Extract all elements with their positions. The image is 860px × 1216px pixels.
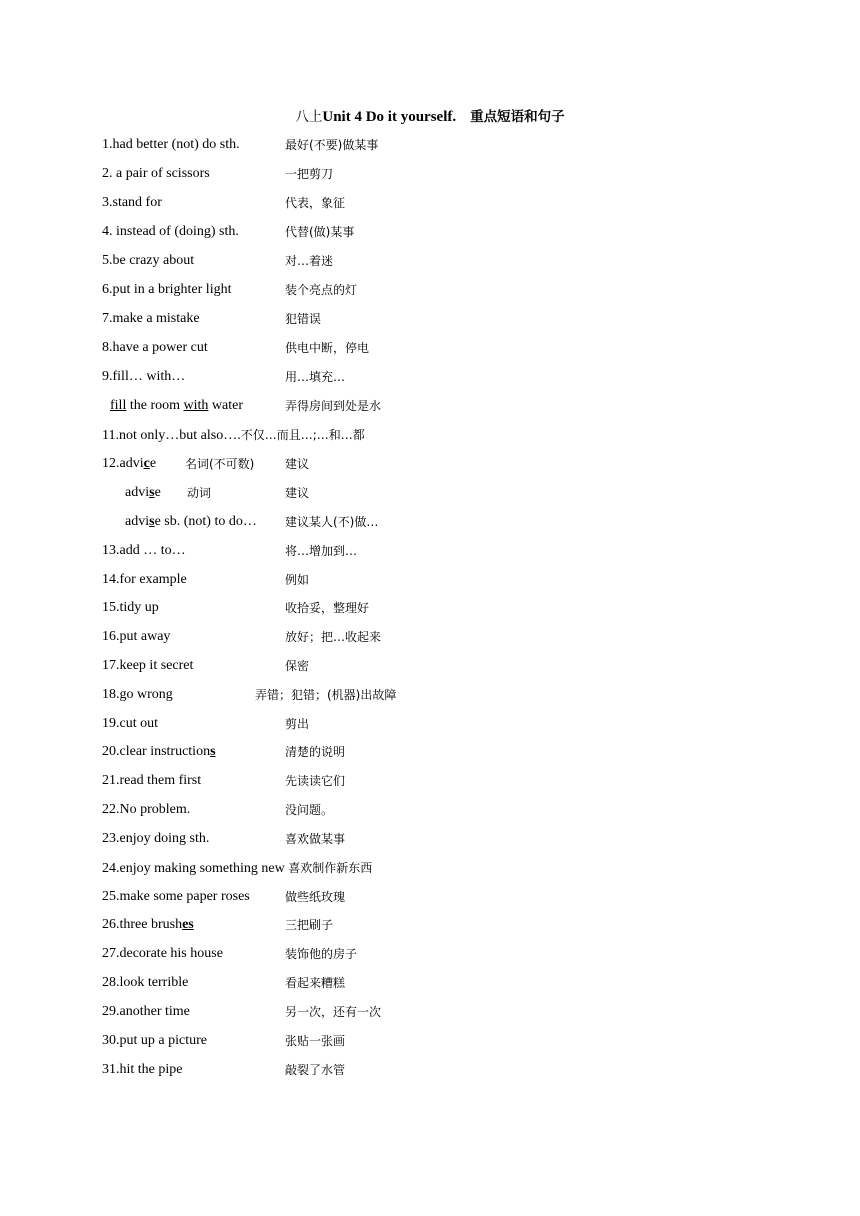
phrase-english: [102, 425, 365, 446]
phrase-chinese: 对…着迷: [285, 254, 334, 268]
phrase-english: 4. instead of (doing) sth.: [102, 224, 239, 239]
phrase-english: 8.have a power cut: [102, 340, 208, 355]
phrase-chinese: 最好(不要)做某事: [285, 138, 379, 152]
phrase-english: 6.put in a brighter light: [102, 282, 232, 297]
phrase-chinese: 看起来糟糕: [285, 976, 346, 990]
underlined-word: fill: [110, 398, 127, 413]
phrase-chinese: 先读读它们: [285, 774, 346, 788]
phrase-text: 26.three brush: [102, 917, 183, 932]
phrase-english: 3.stand for: [102, 195, 162, 210]
phrase-text: 11.not only…but also….: [102, 428, 241, 443]
phrase-english: 28.look terrible: [102, 975, 189, 990]
title-chinese: 重点短语和句子: [470, 109, 565, 125]
word-class-label: 名词(不可数): [185, 457, 255, 471]
phrase-text: advi: [125, 514, 150, 529]
phrase-chinese: 建议: [285, 486, 310, 500]
phrase-chinese: 做些纸玫瑰: [285, 890, 346, 904]
phrase-chinese: 保密: [285, 659, 310, 673]
phrase-chinese: 喜欢做某事: [285, 832, 346, 846]
phrase-text: e sb. (not) to do…: [154, 514, 257, 529]
phrase-english: 19.cut out: [102, 716, 158, 731]
phrase-english: 16.put away: [102, 629, 171, 644]
phrase-english: 22.No problem.: [102, 802, 191, 817]
phrase-english: 14.for example: [102, 572, 187, 587]
phrase-chinese: 喜欢制作新东西: [288, 861, 373, 875]
phrase-english: 21.read them first: [102, 773, 202, 788]
phrase-chinese: 犯错误: [285, 312, 322, 326]
phrase-english: 7.make a mistake: [102, 311, 200, 326]
title-english: Unit 4 Do it yourself.: [322, 109, 457, 125]
phrase-text: 20.clear instruction: [102, 744, 211, 759]
title-prefix: 八上: [295, 109, 323, 125]
phrase-english: 29.another time: [102, 1004, 190, 1019]
phrase-text: 12.advi: [102, 456, 144, 471]
underlined-letter: c: [143, 456, 150, 471]
phrase-chinese: 放好；把…收起来: [285, 630, 382, 644]
phrase-chinese: 没问题。: [285, 803, 334, 817]
phrase-text: e: [154, 485, 161, 500]
phrase-english: 31.hit the pipe: [102, 1062, 183, 1077]
phrase-english: 15.tidy up: [102, 600, 159, 615]
phrase-chinese: 供电中断，停电: [285, 341, 370, 355]
phrase-chinese: 三把刷子: [285, 918, 334, 932]
phrase-chinese: 建议: [285, 457, 310, 471]
phrase-english: 9.fill… with…: [102, 369, 186, 384]
phrase-english: 5.be crazy about: [102, 253, 195, 268]
phrase-text: e: [149, 456, 157, 471]
phrase-chinese: 不仅…而且…;…和…都: [240, 428, 365, 442]
underlined-word: with: [183, 398, 209, 413]
phrase-chinese: 张贴一张画: [285, 1034, 346, 1048]
phrase-chinese: 清楚的说明: [285, 745, 346, 759]
phrase-english: 18.go wrong: [102, 687, 173, 702]
phrase-chinese: 敲裂了水管: [285, 1063, 346, 1077]
phrase-english: [102, 915, 194, 935]
phrase-english: 25.make some paper roses: [102, 889, 250, 904]
phrase-chinese: 另一次，还有一次: [285, 1005, 382, 1019]
phrase-chinese: 装个亮点的灯: [285, 283, 358, 297]
underlined-letter: es: [182, 917, 194, 932]
phrase-english: [102, 742, 216, 762]
word-class-label: 动词: [187, 486, 212, 500]
phrase-chinese: 一把剪刀: [285, 167, 334, 181]
phrase-chinese: 装饰他的房子: [285, 947, 358, 961]
phrase-chinese: 剪出: [285, 717, 310, 731]
phrase-english: 30.put up a picture: [102, 1033, 207, 1048]
phrase-chinese: 弄错；犯错；(机器)出故障: [255, 688, 397, 702]
phrase-english: 23.enjoy doing sth.: [102, 831, 210, 846]
phrase-english: 17.keep it secret: [102, 658, 194, 673]
phrase-chinese: 用…填充…: [285, 370, 346, 384]
phrase-text: 24.enjoy making something new: [102, 861, 285, 876]
phrase-text: the room: [126, 398, 184, 413]
phrase-english: [125, 483, 161, 503]
phrase-english: [110, 396, 243, 416]
underlined-letter: s: [149, 485, 155, 500]
phrase-english: [102, 858, 372, 879]
phrase-english: 13.add … to…: [102, 543, 186, 558]
phrase-chinese: 收拾妥，整理好: [285, 601, 370, 615]
phrase-english: 27.decorate his house: [102, 946, 223, 961]
phrase-chinese: 代替(做)某事: [285, 225, 355, 239]
phrase-chinese: 将…增加到…: [285, 544, 358, 558]
phrase-chinese: 建议某人(不)做…: [285, 515, 379, 529]
underlined-letter: s: [149, 514, 155, 529]
phrase-english: 2. a pair of scissors: [102, 166, 210, 181]
page-title: [0, 107, 860, 127]
phrase-chinese: 弄得房间到处是水: [285, 399, 382, 413]
phrase-english: 1.had better (not) do sth.: [102, 137, 240, 152]
phrase-chinese: 代表，象征: [285, 196, 346, 210]
phrase-text: advi: [125, 485, 150, 500]
phrase-chinese: 例如: [285, 573, 310, 587]
phrase-english: [125, 512, 257, 532]
underlined-letter: s: [210, 744, 216, 759]
phrase-english: [102, 454, 156, 474]
phrase-text: water: [208, 398, 243, 413]
